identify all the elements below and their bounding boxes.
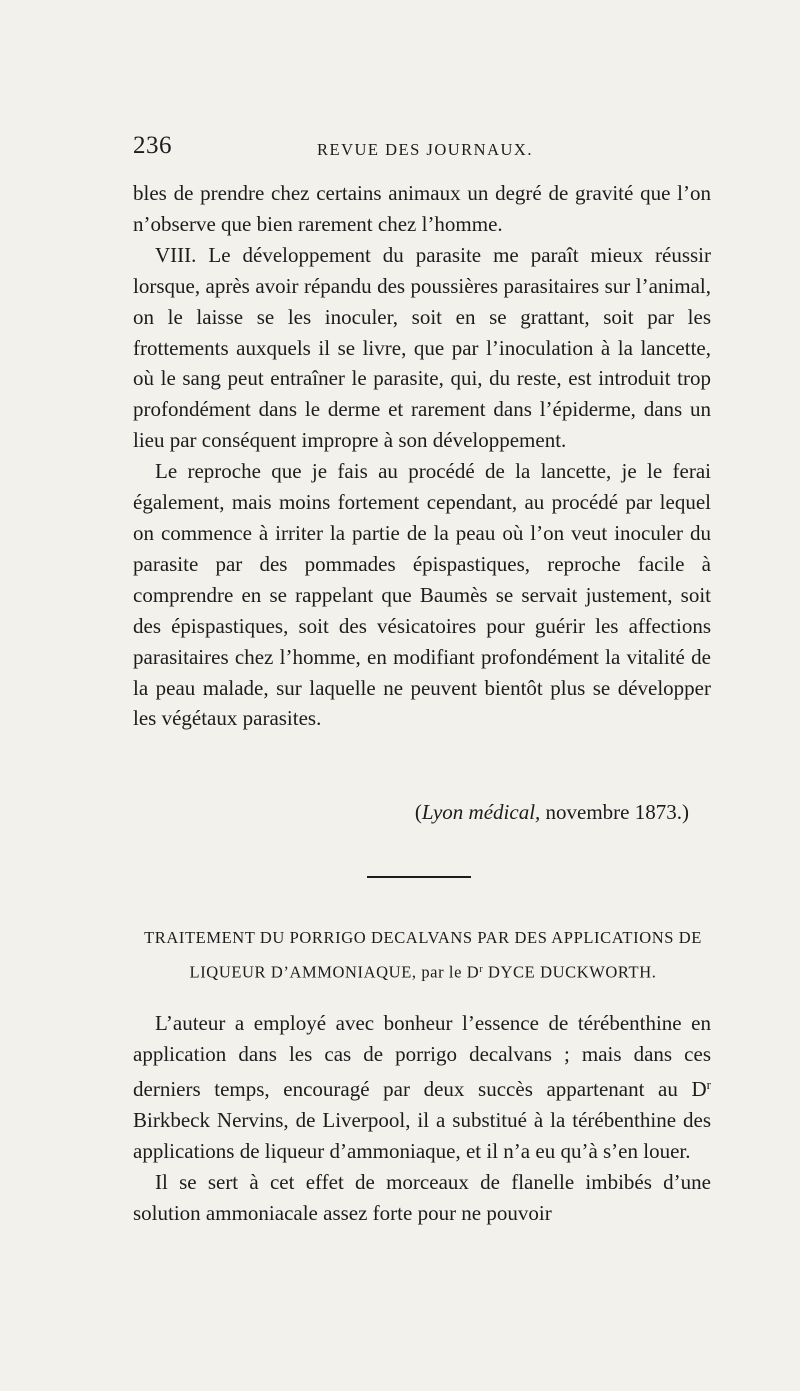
running-title: REVUE DES JOURNAUX. xyxy=(317,140,533,159)
citation-date: novembre 1873.) xyxy=(545,800,689,824)
article-title-superscript: r xyxy=(479,964,484,975)
section-divider xyxy=(367,876,471,878)
citation xyxy=(133,797,689,827)
article-paragraph-2: Il se sert à cet effet de morceaux de flanelle imbibés d’une solution ammoniacale assez forte pour ne pouvoir xyxy=(133,1169,711,1225)
article-paragraph-1 xyxy=(133,1008,711,1167)
article-title xyxy=(128,922,718,989)
article-title-line-2-text: LIQUEUR D’AMMONIAQUE, par le D xyxy=(189,962,480,982)
citation-source: Lyon médical, xyxy=(421,800,541,824)
doctor-superscript: r xyxy=(706,1076,711,1092)
article-title-author: DYCE DUCKWORTH. xyxy=(483,962,657,982)
paragraph-reproche: Le reproche que je fais au procédé de la lancette, je le ferai également, mais moins fortement cependant, au procédé par lequel on commence à irriter la partie de la peau où l’on veut inoculer du parasite par des pommades épispastiques, reproche facile à comprendre en se rappelant que Baumès se servait justement, soit des épispastiques, soit des vésicatoires pour guérir les affections parasitaires chez l’homme, en modifiant profondément la vitalité de la peau malade, sur laquelle ne peuvent bientôt plus se développer les végétaux parasites. xyxy=(133,459,711,731)
citation-open-paren: ( xyxy=(414,800,422,824)
running-head xyxy=(133,132,715,162)
continued-text-block xyxy=(133,178,711,734)
article-paragraph-1-end: Birkbeck Nervins, de Liverpool, il a substitué à la térébenthine des applications de liqueur d’ammoniaque, et il n’a eu qu’à s’en louer. xyxy=(133,1107,711,1163)
article-paragraph-1-start: L’auteur a employé avec bonheur l’essence de térébenthine en application dans les cas de porrigo decalvans ; mais dans ces derniers temps, encouragé par deux succès appartenant au D xyxy=(133,1011,711,1101)
page-number: 236 xyxy=(133,132,172,159)
article-title-line-1: TRAITEMENT DU PORRIGO DECALVANS PAR DES APPLICATIONS DE xyxy=(144,928,702,947)
paragraph-viii: VIII. Le développement du parasite me paraît mieux réussir lorsque, après avoir répandu des poussières parasitaires sur l’animal, on le laisse se les inoculer, soit en se grattant, soit par les frottements auxquels il se livre, que par l’inoculation à la lancette, où le sang peut entraîner le parasite, qui, du reste, est introduit trop profondément dans le derme et rarement dans l’épiderme, dans un lieu par conséquent impropre à son développement. xyxy=(133,242,711,453)
paragraph-continued: bles de prendre chez certains animaux un degré de gravité que l’on n’observe que bien rarement chez l’homme. xyxy=(133,181,711,236)
article-title-line-2 xyxy=(128,954,718,989)
article-body xyxy=(133,1008,711,1229)
